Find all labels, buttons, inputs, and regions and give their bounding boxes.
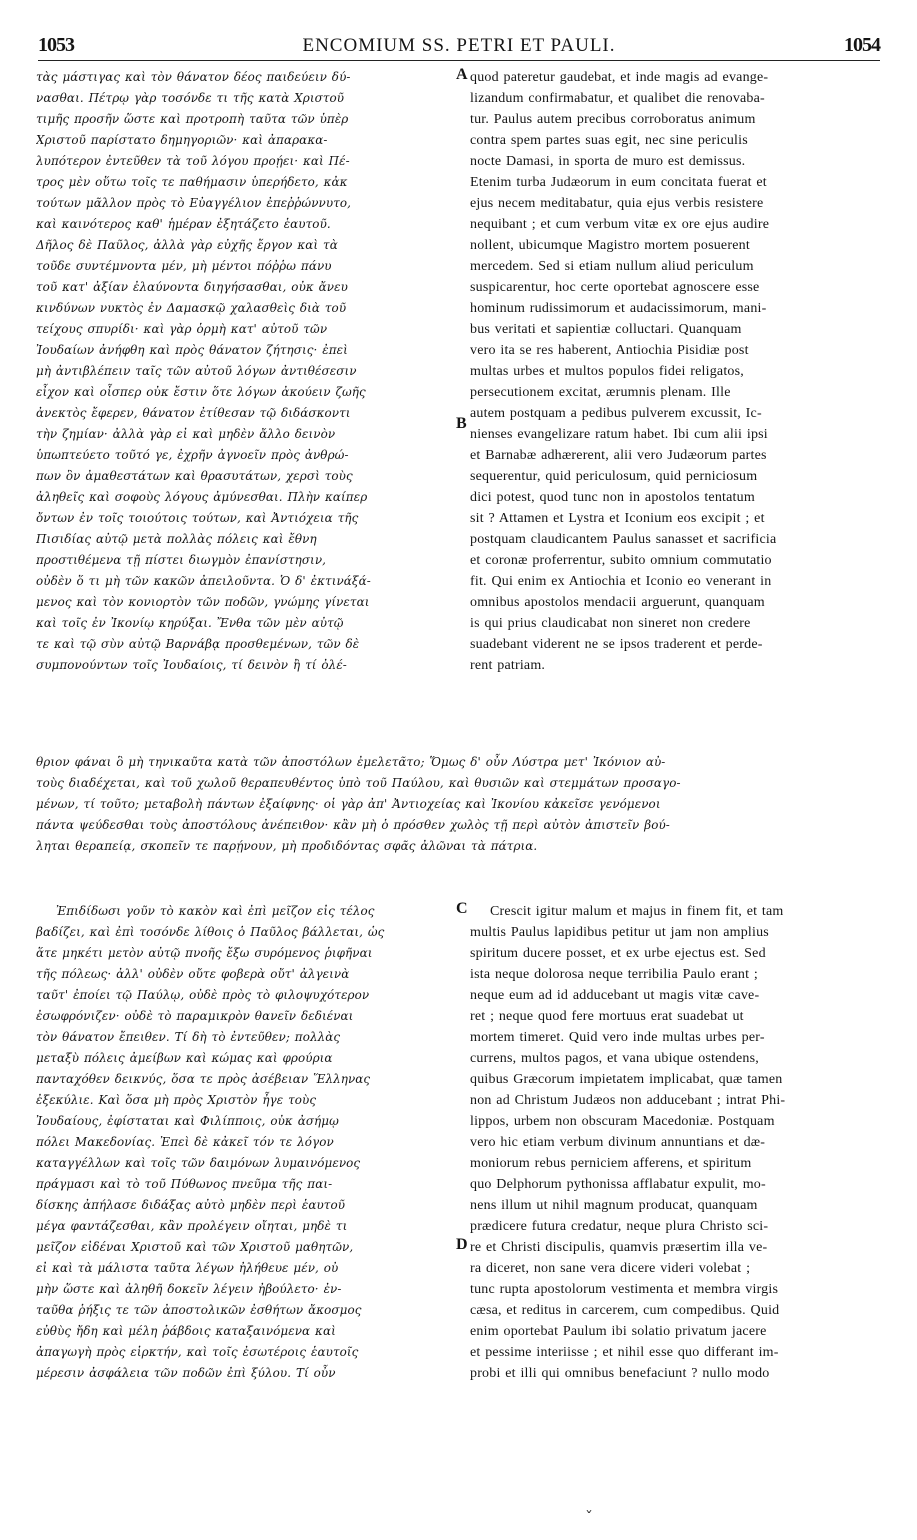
text-line: ὑπωπτεύετο τοῦτό γε, ἐχρῆν ἀγνοεῖν πρὸς ἀνθρώ- xyxy=(36,448,349,462)
text-line: βαδίζει, καὶ ἐπὶ τοσόνδε λίθοις ὁ Παῦλος βάλλεται, ὡς xyxy=(36,925,385,939)
text-line: et pessime interiisse ; et nihil esse quo differant im- xyxy=(470,1345,779,1360)
text-line: τὴν ζημίαν· ἀλλὰ γὰρ εἰ καὶ μηδὲν ἄλλο δεινὸν xyxy=(36,427,336,441)
text-line: τοὺς διαδέχεται, καὶ τοῦ χωλοῦ θεραπευθέντος ὑπὸ τοῦ Παύλου, καὶ θυσιῶν καὶ στεμμάτων προσαγο- xyxy=(36,776,681,790)
page-number-left: 1053 xyxy=(38,34,74,56)
text-line: contra spem partes suas egit, nec sine periculis xyxy=(470,133,748,148)
text-line: enim oportebat Paulum ibi solatio privatum jacere xyxy=(470,1324,767,1339)
text-line: nollent, ubicumque Magistro mortem posuerent xyxy=(470,238,750,253)
text-line: spiritum ducere posset, et ex urbe ejectus est. Sed xyxy=(470,946,766,961)
text-line: μενος καὶ τὸν κονιορτὸν τῶν ποδῶν, γνώμης γίνεται xyxy=(36,595,370,609)
text-line: καὶ καινότερος καθ' ἡμέραν ἐξητάζετο ἑαυτοῦ. xyxy=(36,217,331,231)
text-line: multas urbes et multos populos fidei religatos, xyxy=(470,364,744,379)
text-line: postquam claudicantem Paulus sanasset et sacrificia xyxy=(470,532,777,547)
text-line: πων ὃν ἀμαθεστάτων καὶ θρασυτάτων, χερσὶ τοὺς xyxy=(36,469,353,483)
text-line: μὴ ἀντιβλέπειν ταῖς τῶν αὐτοῦ λόγων ἀντιθέσεσιν xyxy=(36,364,357,378)
margin-letter-a: A xyxy=(456,66,468,83)
text-line: πόλει Μακεδονίας. Ἐπεὶ δὲ κἀκεῖ τόν τε λόγον xyxy=(36,1135,334,1149)
text-line: tur. Paulus autem precibus corroboratus animum xyxy=(470,112,756,127)
text-line: vero ita se res haberent, Antiochia Pisidiæ post xyxy=(470,343,749,358)
text-line: μέρεσιν ἀσφάλεια τῶν ποδῶν ἐπὶ ξύλου. Τί οὖν xyxy=(36,1366,336,1380)
text-line: νασθαι. Πέτρῳ γὰρ τοσόνδε τι τῆς κατὰ Χριστοῦ xyxy=(36,91,345,105)
text-line: δίσκης ἀπήλασε διδάξας αὐτὸ μηδὲν περὶ ἑαυτοῦ xyxy=(36,1198,346,1212)
margin-letter-b: B xyxy=(456,415,467,432)
text-line: τρος μὲν οὕτω τοῖς τε παθήμασιν ὑπερήδετο, κἀκ xyxy=(36,175,348,189)
text-line: κινδύνων νυκτὸς ἐν Δαμασκῷ χαλασθεὶς διὰ τοῦ xyxy=(36,301,347,315)
text-line: μένων, τί τοῦτο; μεταβολὴ πάντων ἐξαίφνης· οἱ γὰρ ἀπ' Ἀντιοχείας καὶ Ἰκονίου κἀκεῖσε γενόμενοι xyxy=(36,797,661,811)
text-line: sequerentur, quid periculosum, quid perniciosum xyxy=(470,469,758,484)
text-line: τούτων μᾶλλον πρὸς τὸ Εὐαγγέλιον ἐπεῤῥώννυτο, xyxy=(36,196,352,210)
text-line: currens, multos pagos, et vana ubique ostendens, xyxy=(470,1051,759,1066)
text-line: λυπότερον ἐντεῦθεν τὰ τοῦ λόγου προῄει· καὶ Πέ- xyxy=(36,154,350,168)
text-line: mercedem. Sed si etiam nullum aliud periculum xyxy=(470,259,754,274)
text-line: Πισιδίας αὐτῷ μετὰ πολλὰς πόλεις καὶ ἔθνη xyxy=(36,532,317,546)
text-line: ra diceret, non sane vera dicere videri volebat ; xyxy=(470,1261,751,1276)
text-line: εὐθὺς ἤδη καὶ μέλη ῥάβδοις καταξαινόμενα καὶ xyxy=(36,1324,336,1338)
text-line: Ἰουδαίων ἀνήφθη καὶ πρὸς θάνατον ζήτησις· ἐπεὶ xyxy=(36,343,348,357)
text-line: ἀνεκτὸς ἔφερεν, θάνατον ἐτίθεσαν τῷ διδάσκοντι xyxy=(36,406,351,420)
text-line: εἶχον καὶ οἶσπερ οὐκ ἔστιν ὅτε λόγων ἀκούειν ζωῆς xyxy=(36,385,366,399)
text-line: καταγγέλλων καὶ τοῖς τῶν δαιμόνων λυμαινόμενος xyxy=(36,1156,361,1170)
text-line: πανταχόθεν δεικνύς, ὅσα τε πρὸς ἀσέβειαν Ἕλληνας xyxy=(36,1072,371,1086)
text-line: τὰς μάστιγας καὶ τὸν θάνατον δέος παιδεύειν δύ- xyxy=(36,70,351,84)
latin-column-top xyxy=(470,67,882,676)
text-line: Δῆλος δὲ Παῦλος, ἀλλὰ γὰρ εὐχῆς ἔργον καὶ τὰ xyxy=(36,238,338,252)
text-line: nens illum ut nihil magnum producat, quanquam xyxy=(470,1198,758,1213)
text-line: is qui prius claudicabat non sineret non credere xyxy=(470,616,751,631)
page-header xyxy=(38,34,880,61)
text-line: moniorum rebus perniciem afferens, et spiritum xyxy=(470,1156,752,1171)
text-line: et coronæ proferrentur, subito omnium commutatio xyxy=(470,553,772,568)
text-line: mortem timeret. Quid vero inde multas urbes per- xyxy=(470,1030,765,1045)
text-line: ἐσωφρόνιζεν· οὐδὲ τὸ παραμικρὸν θανεῖν δεδιέναι xyxy=(36,1009,354,1023)
page-number-right: 1054 xyxy=(844,34,880,56)
text-line: sit ? Attamen et Lystra et Iconium eos excipit ; et xyxy=(470,511,765,526)
footer-mark: ˇ xyxy=(585,1508,593,1527)
text-line: θριον φάναι ὃ μὴ τηνικαῦτα κατὰ τῶν ἀποστόλων ἐμελετᾶτο; Ὅμως δ' οὖν Λύστρα μετ' Ἰκόνιον αὐ- xyxy=(36,755,666,769)
text-line: ταῦθα ῥήξις τε τῶν ἀποστολικῶν ἐσθήτων ἄκοσμος xyxy=(36,1303,362,1317)
text-line: cæsa, et reditus in carcerem, cum compedibus. Quid xyxy=(470,1303,780,1318)
text-line: suspicarentur, hoc certe oportebat agnoscere esse xyxy=(470,280,760,295)
text-line: nocte Damasi, in sporta de muro est demissus. xyxy=(470,154,746,169)
text-line: lizandum confirmabatur, et qualibet die renovaba- xyxy=(470,91,765,106)
text-line: τοῦ κατ' ἀξίαν ἐλαύνοντα διηγήσασθαι, οὐκ ἄνευ xyxy=(36,280,348,294)
text-line: bus veritati et sapientiæ colluctari. Quanquam xyxy=(470,322,742,337)
text-line: quo Delphorum pythonissa afflabatur expulit, mo- xyxy=(470,1177,766,1192)
text-line: prædicere futura credatur, neque plura Christo sci- xyxy=(470,1219,769,1234)
text-line: ὄντων ἐν τοῖς τοιούτοις τούτων, καὶ Ἀντιόχεια τῆς xyxy=(36,511,359,525)
text-line: hominum rudissimorum et audacissimorum, mani- xyxy=(470,301,767,316)
text-line: ἀπαγωγὴ πρὸς εἱρκτήν, καὶ τοῖς ἐσωτέροις ἑαυτοῖς xyxy=(36,1345,359,1359)
text-line: non ad Christum Judæos non adducebant ; intrat Phi- xyxy=(470,1093,786,1108)
text-line: ret ; neque quod fere mortuus erat suadebat ut xyxy=(470,1009,744,1024)
text-line: suadebant viderent ne se ipsos traderent et perde- xyxy=(470,637,763,652)
text-line: μεῖζον εἰδέναι Χριστοῦ καὶ τῶν Χριστοῦ μαθητῶν, xyxy=(36,1240,354,1254)
text-line: fit. Qui enim ex Antiochia et Iconio eo venerant in xyxy=(470,574,772,589)
text-line: μεταξὺ πόλεις ἀμείβων καὶ κώμας καὶ φρούρια xyxy=(36,1051,333,1065)
text-line: Χριστοῦ παρίστατο δημηγοριῶν· καὶ ἀπαρακα- xyxy=(36,133,328,147)
text-line: ista neque dolorosa neque terribilia Paulo erant ; xyxy=(470,967,758,982)
text-line: τοῦδε συντέμνοντα μέν, μὴ μέντοι πόῤῥω πάνυ xyxy=(36,259,332,273)
text-line: ληται θεραπείᾳ, σκοπεῖν τε παρῄνουν, μὴ προδιδόντας σφᾶς ἀλῶναι τὰ πάτρια. xyxy=(36,839,538,853)
text-line: re et Christi discipulis, quamvis præsertim illa ve- xyxy=(470,1240,768,1255)
text-line: nienses evangelizare ratum habet. Ibi cum alii ipsi xyxy=(470,427,768,442)
text-line: probi et illi qui omnibus benefaciunt ? nullo modo xyxy=(470,1366,770,1381)
text-line: καὶ τοῖς ἐν Ἰκονίῳ κηρύξαι. Ἔνθα τῶν μὲν αὐτῷ xyxy=(36,616,344,630)
greek-full-width-passage xyxy=(36,752,886,857)
text-line: quod pateretur gaudebat, et inde magis ad evange- xyxy=(470,70,769,85)
text-line: Etenim turba Judæorum in eum concitata fuerat et xyxy=(470,175,767,190)
running-title: ENCOMIUM SS. PETRI ET PAULI. xyxy=(302,35,616,56)
text-line: persecutionem excitat, ærumnis plenam. Ille xyxy=(470,385,731,400)
text-line: multis Paulus lapidibus petitur ut jam non amplius xyxy=(470,925,769,940)
greek-column-bottom xyxy=(36,901,454,1384)
text-line: et Barnabæ adhærerent, alii vero Judæorum partes xyxy=(470,448,767,463)
text-line: Ἐπιδίδωσι γοῦν τὸ κακὸν καὶ ἐπὶ μεῖζον εἰς τέλος xyxy=(56,904,375,918)
text-line: τε καὶ τῷ σὺν αὐτῷ Βαρνάβᾳ προσθεμένων, τῶν δὲ xyxy=(36,637,360,651)
text-line: ἐξεκύλιε. Καὶ ὅσα μὴ πρὸς Χριστὸν ἦγε τοὺς xyxy=(36,1093,317,1107)
text-line: τὸν θάνατον ἔπειθεν. Τί δὴ τὸ ἐντεῦθεν; πολλὰς xyxy=(36,1030,341,1044)
text-line: συμπονούντων τοῖς Ἰουδαίοις, τί δεινὸν ἢ τί ὀλέ- xyxy=(36,658,347,672)
latin-column-bottom xyxy=(470,901,882,1384)
text-line: πράγμασι καὶ τὸ τοῦ Πύθωνος πνεῦμα τῆς παι- xyxy=(36,1177,333,1191)
text-line: μέγα φαντάζεσθαι, κἂν προλέγειν οἴηται, μηδὲ τι xyxy=(36,1219,348,1233)
text-line: οὐδὲν ὅ τι μὴ τῶν κακῶν ἀπειλοῦντα. Ὁ δ' ἐκτινάξά- xyxy=(36,574,371,588)
text-line: Crescit igitur malum et majus in finem fit, et tam xyxy=(490,904,784,919)
text-line: omnibus apostolos mendacii arguerunt, quanquam xyxy=(470,595,765,610)
text-line: tunc rupta apostolorum vestimenta et membra virgis xyxy=(470,1282,779,1297)
text-line: ἀληθεῖς καὶ σοφοὺς λόγους ἀμύνεσθαι. Πλὴν καίπερ xyxy=(36,490,368,504)
greek-column-top xyxy=(36,67,452,676)
margin-letter-c: C xyxy=(456,900,468,917)
text-line: nequibant ; et cum verbum vitæ ex ore ejus audire xyxy=(470,217,770,232)
text-line: lippos, urbem non obscuram Macedoniæ. Postquam xyxy=(470,1114,775,1129)
text-line: quibus Græcorum impietatem implicabat, quæ tamen xyxy=(470,1072,783,1087)
text-line: vero hic etiam verbum divinum annuntians et dæ- xyxy=(470,1135,766,1150)
text-line: ἅτε μηκέτι μετὸν αὐτῷ πνοῆς ἔξω συρόμενος ῥιφῆναι xyxy=(36,946,373,960)
text-line: πάντα ψεύδεσθαι τοὺς ἀποστόλους ἀνέπειθον· κἂν μὴ ὁ πρόσθεν χωλὸς τῇ περὶ αὐτὸν ἀπιστεῖν βού- xyxy=(36,818,670,832)
text-line: προστιθέμενα τῇ πίστει διωγμὸν ἐπανίστησιν, xyxy=(36,553,327,567)
text-line: μὴν ὥστε καὶ ἀληθῆ δοκεῖν λέγειν ἠβούλετο· ἐν- xyxy=(36,1282,342,1296)
text-line: ταῦτ' ἐποίει τῷ Παύλῳ, οὐδὲ πρὸς τὸ φιλοψυχότερον xyxy=(36,988,370,1002)
text-line: τῆς πόλεως· ἀλλ' οὐδὲν οὔτε φοβερὰ οὔτ' ἀλγεινὰ xyxy=(36,967,350,981)
margin-letter-d: D xyxy=(456,1236,468,1253)
text-line: τείχους σπυρίδι· καὶ γὰρ ὁρμὴ κατ' αὐτοῦ τῶν xyxy=(36,322,328,336)
text-line: Ἰουδαίους, ἐφίσταται καὶ Φιλίπποις, οὐκ ἀσήμῳ xyxy=(36,1114,339,1128)
text-line: ejus necem meditabatur, quia ejus verbis resistere xyxy=(470,196,764,211)
text-line: dici potest, quod tunc non in apostolos tentatum xyxy=(470,490,755,505)
text-line: rent patriam. xyxy=(470,658,546,673)
text-line: autem postquam a pedibus pulverem excussit, Ic- xyxy=(470,406,762,421)
text-line: neque eum ad id adducebant ut magis vitæ cave- xyxy=(470,988,760,1003)
text-line: τιμῆς προσῆν ὥστε καὶ προτροπὴ ταῦτα τῶν ὑπὲρ xyxy=(36,112,349,126)
text-line: εἰ καὶ τὰ μάλιστα ταῦτα λέγων ἠλήθευε μέν, οὐ xyxy=(36,1261,339,1275)
